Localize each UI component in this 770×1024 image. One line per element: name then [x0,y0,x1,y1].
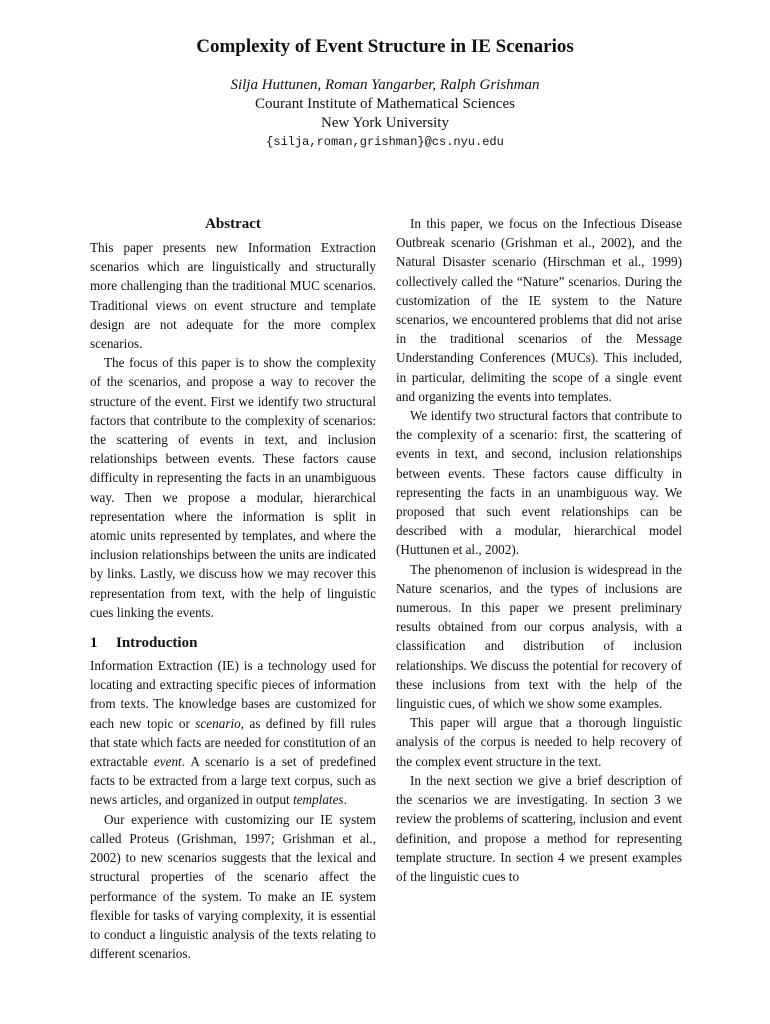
affiliation: Courant Institute of Mathematical Sciences [255,96,515,112]
intro-paragraph-1 [90,656,376,810]
text-run: Information Extraction (IE) is a technology used for locating and extracting specific pieces of information from texts. The knowledge bases are customized for each new topic or [90,658,376,731]
term-scenario: scenario [195,715,241,731]
text-run: . A scenario is a set of predefined facts to be extracted from a large text corpus, such as news articles, and organized in output [90,754,376,808]
text-run: , as defined by fill rules that state which facts are needed for constitution of an extractable [90,715,377,770]
term-event: event [153,754,182,770]
intro-paragraph-5: The phenomenon of inclusion is widespread in the Nature scenarios, and the types of inclusions are numerous. In this paper we present preliminary results obtained from our corpus analysis, with a classification and distribution of inclusion relationships. We discuss the potential for recovery of these inclusions from text with the help of the linguistic cues, of which we show some examples. [396,561,682,712]
intro-paragraph-4: We identify two structural factors that contribute to the complexity of a scenario: first, the scattering of events in text, and second, inclusion relationships between events. These factors cause difficulty in representing the facts in an unambiguous way. We proposed that such event relationships can be described with a modular, hierarchical model (Huttunen et al., 2002). [396,408,682,558]
intro-paragraph-3: In this paper, we focus on the Infectious Disease Outbreak scenario (Grishman et al., 2002), and the Natural Disaster scenario (Hirschman et al., 1999) collectively called the “Nature” scenarios. During the customization of the IE system to the Nature scenarios, we encountered problems that did not arise in the traditional scenarios of the Message Understanding Conferences (MUCs). This included, in particular, delimiting the scope of a single event and organizing the events into templates. [396,216,682,404]
right-column [396,214,682,886]
abstract-paragraph-1: This paper presents new Information Extraction scenarios which are linguistically and structurally more challenging than the traditional MUC scenarios. Traditional views on event structure and template design are not adequate for the more complex scenarios. [90,240,376,352]
section-heading-introduction [90,632,376,654]
intro-paragraph-2: Our experience with customizing our IE system called Proteus (Grishman, 1997; Grishman et al., 2002) to new scenarios suggests that the lexical and structural properties of the scenario affect the performance of the system. To make an IE system flexible for tasks of varying complexity, it is essential to conduct a linguistic analysis of the texts relating to different scenarios. [90,811,376,962]
section-number: 1 [90,635,98,652]
author-block [0,76,770,152]
intro-paragraph-6: This paper will argue that a thorough linguistic analysis of the corpus is needed to help recovery of the complex event structure in the text. [396,715,682,769]
university: New York University [321,115,449,131]
author-email: {silja,roman,grishman}@cs.nyu.edu [266,135,504,149]
intro-paragraph-7: In the next section we give a brief description of the scenarios we are investigating. In section 3 we review the problems of scattering, inclusion and event definition, and propose a method for representing template structure. In section 4 we present examples of the linguistic cues to [396,772,682,884]
section-title: Introduction [116,635,198,652]
author-names: Silja Huttunen, Roman Yangarber, Ralph Grishman [230,77,540,93]
left-column [90,214,376,963]
abstract-heading: Abstract [205,216,261,232]
term-templates: templates [293,792,344,808]
abstract-paragraph-2: The focus of this paper is to show the complexity of the scenarios, and propose a way to recover the structure of the event. First we identify two structural factors that contribute to the complexity of scenarios: the scattering of events in text, and inclusion relationships between events. These factors cause difficulty in representing the facts in an unambiguous way. Then we propose a modular, hierarchical representation where the information is split in atomic units represented by templates, and where the inclusion relationships between the units are indicated by links. Lastly, we discuss how we may recover this representation from text, with the help of linguistic cues linking the events. [90,355,376,620]
text-run: . [343,792,347,808]
paper-title: Complexity of Event Structure in IE Scenarios [196,36,574,57]
